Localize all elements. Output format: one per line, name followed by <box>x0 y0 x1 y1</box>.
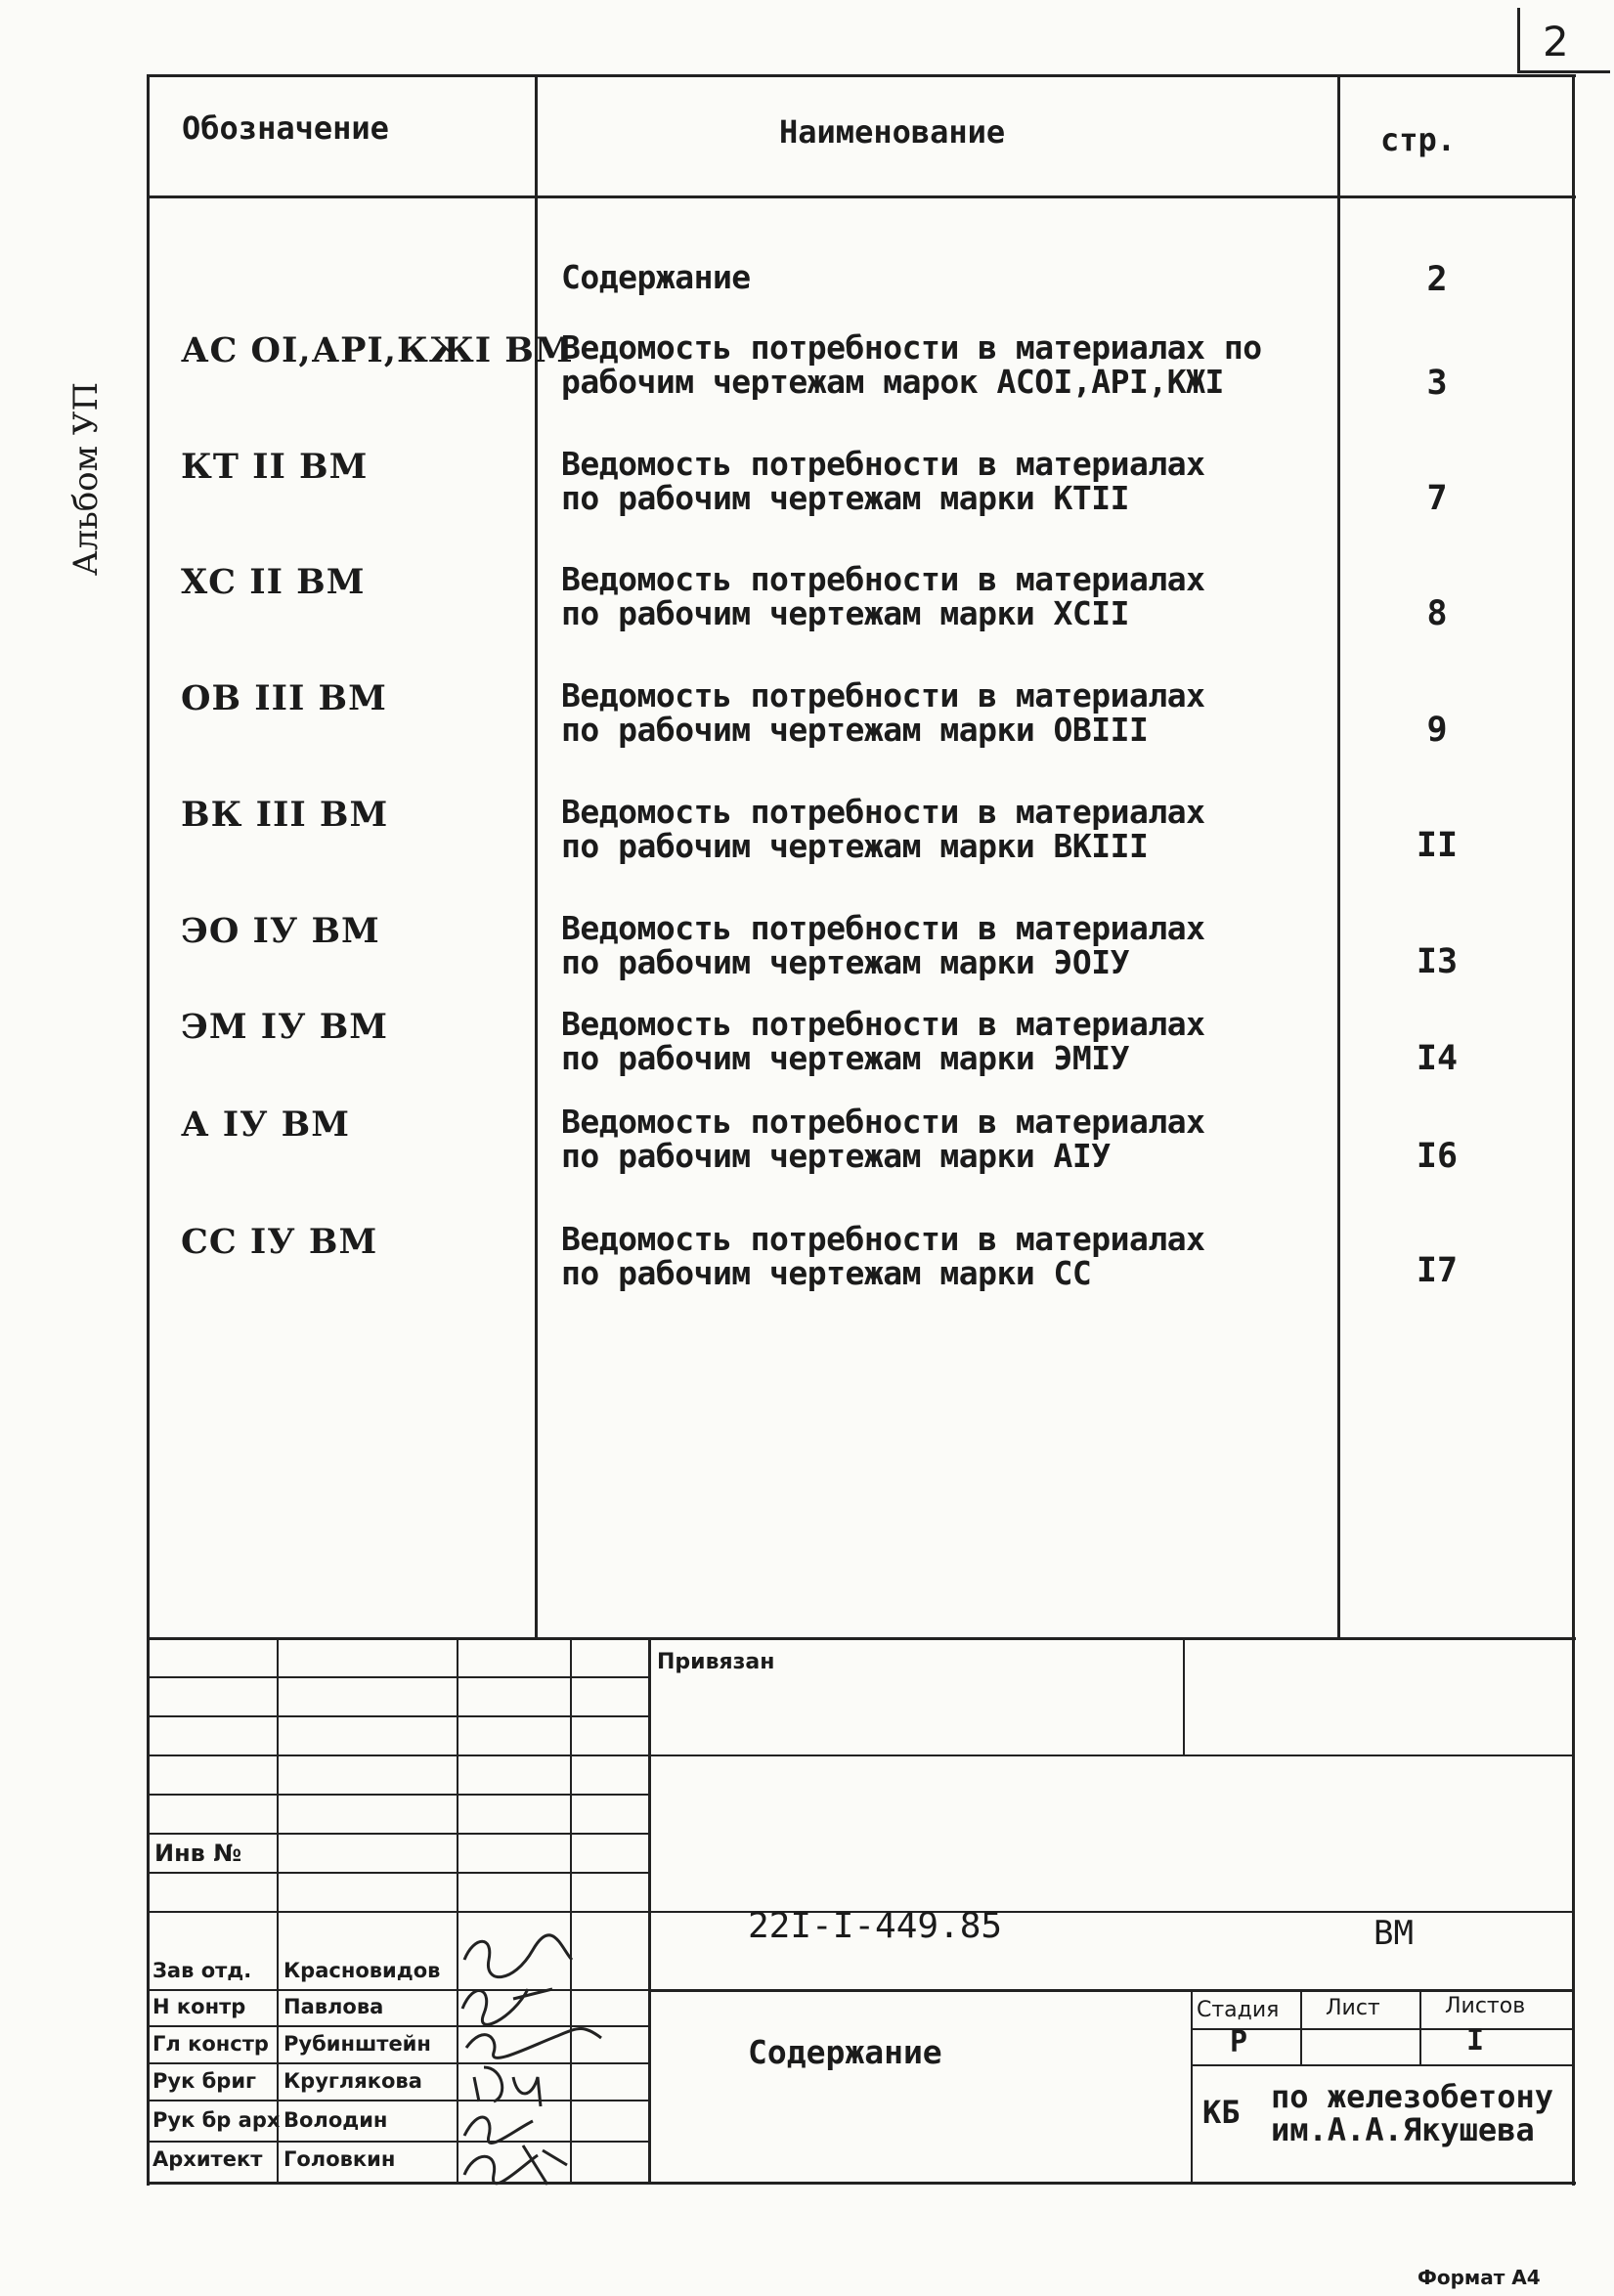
signatures-image <box>455 1930 611 2189</box>
sheets-label: Листов <box>1445 1994 1526 2018</box>
person-name: Володин <box>284 2108 388 2132</box>
row-name-line1: Ведомость потребности в материалах <box>561 676 1205 715</box>
sheet-label: Лист <box>1326 1996 1380 2020</box>
row-name-line2: по рабочим чертежам марки ЭМIУ <box>561 1039 1130 1077</box>
role-label: Рук бриг <box>153 2069 257 2093</box>
person-name: Красновидов <box>284 1959 441 1982</box>
doc-title: Содержание <box>748 2033 942 2071</box>
row-page: II <box>1416 826 1459 865</box>
role-label: Архитект <box>153 2147 263 2171</box>
row-name-line2: по рабочим чертежам марки КТII <box>561 479 1130 517</box>
row-page: I6 <box>1416 1137 1459 1176</box>
row-name-line2: по рабочим чертежам марки ЭОIУ <box>561 943 1130 981</box>
person-name: Павлова <box>284 1995 384 2018</box>
row-designation: А IУ ВМ <box>181 1105 350 1145</box>
row-name-line2: по рабочим чертежам марки ХСII <box>561 594 1130 632</box>
row-page: I4 <box>1416 1039 1459 1078</box>
role-label: Н контр <box>153 1995 246 2018</box>
header-designation: Обозначение <box>182 109 389 147</box>
row-name-line1: Ведомость потребности в материалах <box>561 909 1205 947</box>
doc-code: 22I-I-449.85 <box>748 1906 1003 1946</box>
row-designation: ЭО IУ ВМ <box>181 911 380 951</box>
row-name-line1: Ведомость потребности в материалах <box>561 793 1205 831</box>
org-line1: по железобетону <box>1271 2078 1553 2115</box>
header-page: стр. <box>1380 121 1457 158</box>
row-name-line1: Ведомость потребности в материалах <box>561 560 1205 598</box>
row-name-line1: Содержание <box>561 258 751 296</box>
bound-label: Привязан <box>657 1650 775 1674</box>
row-name-line1: Ведомость потребности в материалах <box>561 445 1205 483</box>
sheet-number: 2 <box>1543 18 1569 65</box>
row-designation: ОВ III ВМ <box>181 678 387 718</box>
row-name-line2: рабочим чертежам марок АСОI,АРI,КЖI <box>561 363 1224 401</box>
role-label: Гл констр <box>153 2032 269 2056</box>
row-name-line1: Ведомость потребности в материалах <box>561 1005 1205 1043</box>
row-name-line1: Ведомость потребности в материалах <box>561 1103 1205 1141</box>
role-label: Зав отд. <box>153 1959 252 1982</box>
stage-value: Р <box>1230 2025 1248 2059</box>
row-designation: АС ОI,АРI,КЖI ВМ <box>181 330 574 370</box>
sheets-value: I <box>1466 2023 1485 2058</box>
stage-label: Стадия <box>1197 1998 1280 2022</box>
row-page: 8 <box>1426 594 1448 633</box>
row-name-line1: Ведомость потребности в материалах по <box>561 328 1262 367</box>
row-designation: ХС II ВМ <box>181 562 366 602</box>
row-page: 9 <box>1426 711 1448 750</box>
row-name-line2: по рабочим чертежам марки СС <box>561 1254 1092 1292</box>
row-name-line2: по рабочим чертежам марки ВКIII <box>561 827 1149 865</box>
row-name-line2: по рабочим чертежам марки ОВIII <box>561 711 1149 749</box>
doc-mark: ВМ <box>1374 1914 1414 1953</box>
row-page: 7 <box>1426 479 1448 518</box>
row-page: I3 <box>1416 942 1459 981</box>
person-name: Головкин <box>284 2147 396 2171</box>
row-designation: КТ II ВМ <box>181 447 369 487</box>
row-designation: СС IУ ВМ <box>181 1222 378 1262</box>
person-name: Круглякова <box>284 2069 422 2093</box>
inv-label: Инв № <box>154 1840 242 1867</box>
row-name-line2: по рабочим чертежам марки АIУ <box>561 1137 1111 1175</box>
album-label: Альбом УП <box>66 381 106 577</box>
row-page: 2 <box>1426 260 1448 299</box>
org-abbr: КБ <box>1202 2094 1241 2131</box>
header-name: Наименование <box>779 113 1006 151</box>
role-label: Рук бр арх <box>153 2108 281 2132</box>
row-name-line1: Ведомость потребности в материалах <box>561 1220 1205 1258</box>
row-page: I7 <box>1416 1251 1459 1290</box>
row-designation: ЭМ IУ ВМ <box>181 1007 389 1047</box>
org-line2: им.А.А.Якушева <box>1271 2111 1535 2148</box>
row-designation: ВК III ВМ <box>181 795 389 835</box>
person-name: Рубинштейн <box>284 2032 431 2056</box>
format-label: Формат А4 <box>1418 2266 1541 2289</box>
row-page: 3 <box>1426 364 1448 403</box>
